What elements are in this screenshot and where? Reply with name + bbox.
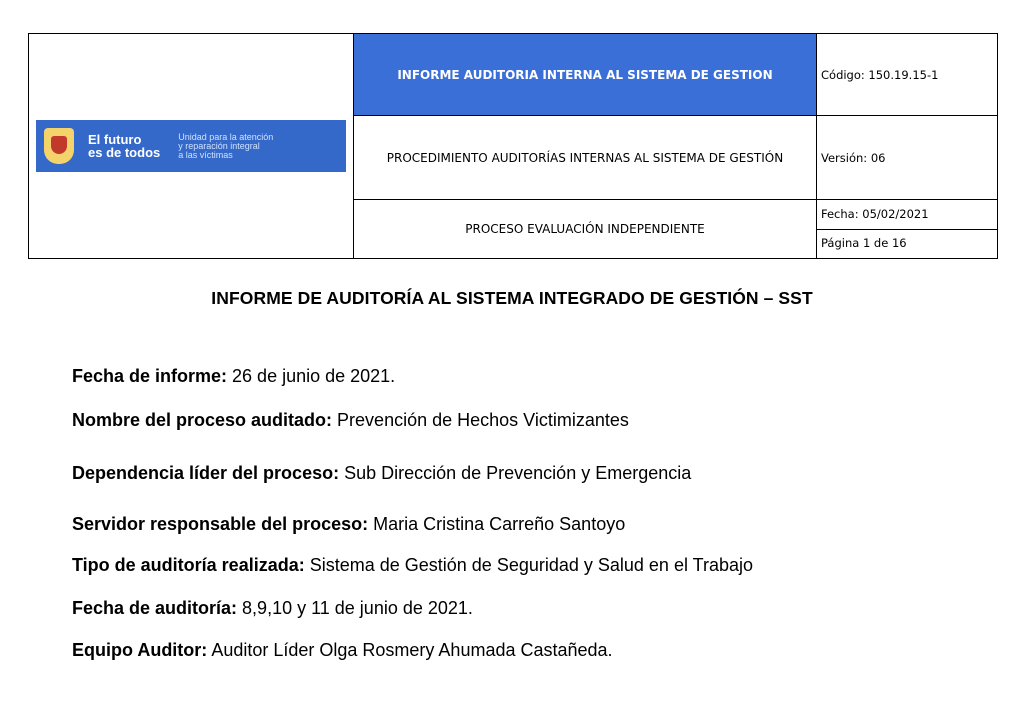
field-audit-type: [72, 555, 753, 576]
header-title-audit-report: INFORME AUDITORIA INTERNA AL SISTEMA DE GESTION: [354, 34, 817, 116]
report-title: INFORME DE AUDITORÍA AL SISTEMA INTEGRADO DE GESTIÓN – SST: [211, 288, 813, 308]
field-process-name: [72, 410, 629, 431]
header-code: Código: 150.19.15-1: [817, 34, 998, 116]
header-date-page: [817, 200, 998, 259]
field-label: Servidor responsable del proceso:: [72, 514, 369, 534]
field-label: Dependencia líder del proceso:: [72, 463, 340, 483]
header-page: Página 1 de 16: [817, 229, 997, 258]
header-version: Versión: 06: [817, 116, 998, 200]
field-value: Prevención de Hechos Victimizantes: [332, 410, 629, 430]
document-header-table: [28, 33, 998, 259]
field-report-date: [72, 366, 395, 387]
colombia-shield-icon: [44, 128, 74, 164]
field-audit-team: [72, 640, 613, 661]
logo-sub-1: Unidad para la atención: [178, 131, 274, 142]
field-label: Nombre del proceso auditado:: [72, 410, 333, 430]
field-value: Maria Cristina Carreño Santoyo: [368, 514, 626, 534]
header-title-procedure: PROCEDIMIENTO AUDITORÍAS INTERNAS AL SISTEMA DE GESTIÓN: [354, 116, 817, 200]
field-label: Fecha de informe:: [72, 366, 228, 386]
field-label: Equipo Auditor:: [72, 640, 208, 660]
field-responsible-officer: [72, 514, 625, 535]
field-value: Auditor Líder Olga Rosmery Ahumada Castañeda.: [207, 640, 613, 660]
logo-sub-3: a las víctimas: [178, 149, 233, 160]
logo-line-1: El futuro: [88, 132, 142, 147]
field-label: Fecha de auditoría:: [72, 598, 238, 618]
field-value: Sub Dirección de Prevención y Emergencia: [339, 463, 692, 483]
logo-sub-2: y reparación integral: [178, 140, 260, 151]
field-label: Tipo de auditoría realizada:: [72, 555, 305, 575]
header-title-process: PROCESO EVALUACIÓN INDEPENDIENTE: [354, 200, 817, 259]
field-value: 26 de junio de 2021.: [227, 366, 396, 386]
field-lead-department: [72, 463, 691, 484]
institution-logo: [36, 120, 346, 172]
logo-line-2: es de todos: [88, 145, 161, 160]
logo-cell: [29, 34, 354, 259]
field-value: 8,9,10 y 11 de junio de 2021.: [237, 598, 473, 618]
header-date: Fecha: 05/02/2021: [821, 206, 929, 221]
field-audit-date: [72, 598, 473, 619]
field-value: Sistema de Gestión de Seguridad y Salud en el Trabajo: [304, 555, 753, 575]
